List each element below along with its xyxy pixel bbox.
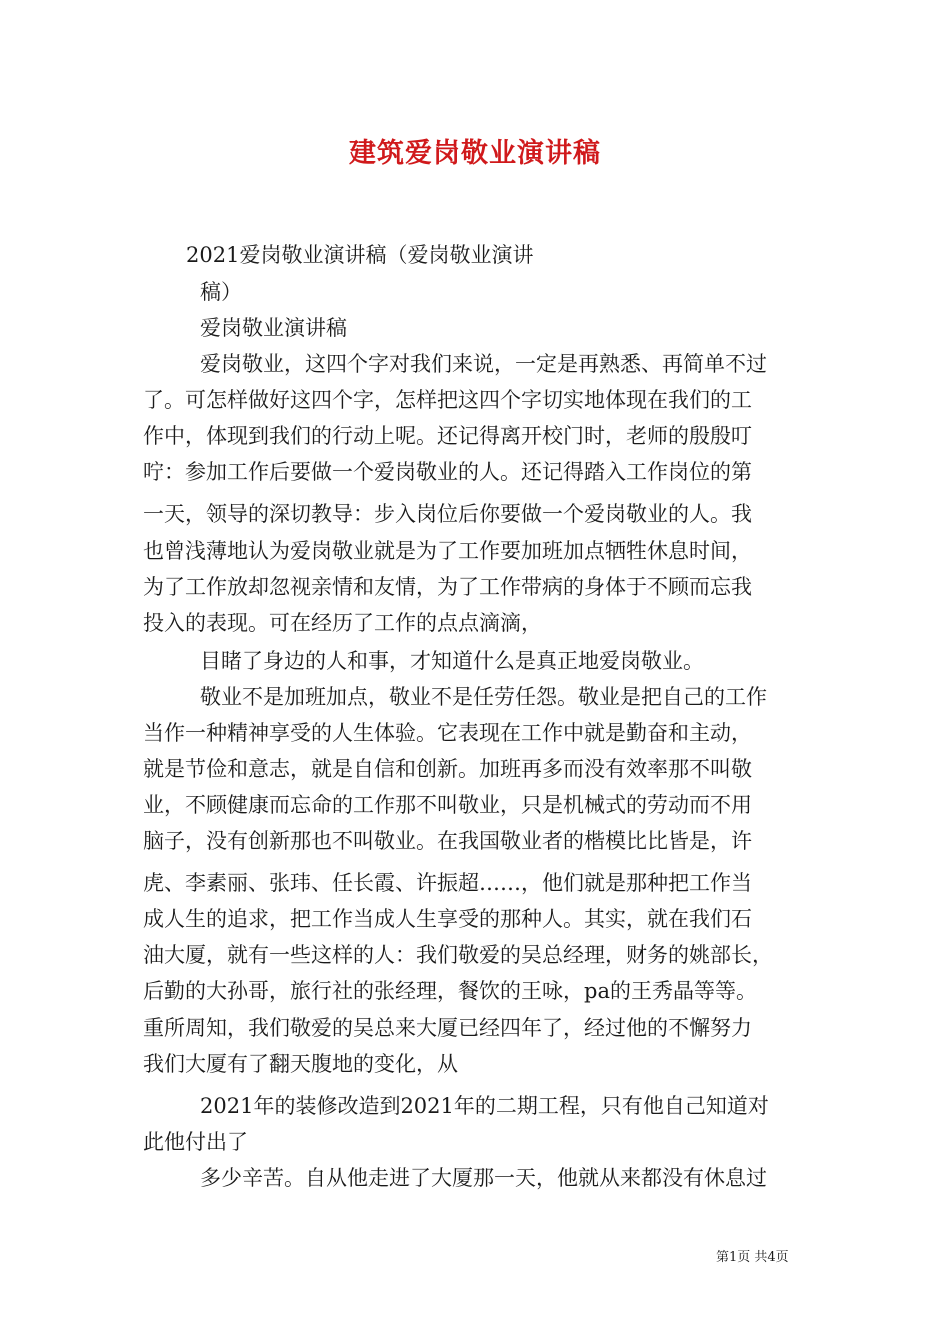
body-line: 此他付出了 [143, 1130, 248, 1154]
document-title: 建筑爱岗敬业演讲稿 [349, 138, 601, 169]
body-line: 也曾浅薄地认为爱岗敬业就是为了工作要加班加点牺牲休息时间， [143, 539, 752, 563]
body-line: 业，不顾健康而忘命的工作那不叫敬业，只是机械式的劳动而不用 [143, 793, 752, 817]
body-line: 后勤的大孙哥，旅行社的张经理，餐饮的王咏，pa的王秀晶等等。 [143, 979, 757, 1003]
body-line: 多少辛苦。自从他走进了大厦那一天，他就从来都没有休息过 [200, 1166, 767, 1190]
body-line: 了。可怎样做好这四个字，怎样把这四个字切实地体现在我们的工 [143, 388, 752, 412]
body-line: 虎、李素丽、张玮、任长霞、许振超……，他们就是那种把工作当 [143, 871, 752, 895]
body-line: 我们大厦有了翻天腹地的变化，从 [143, 1052, 458, 1076]
body-line: 脑子，没有创新那也不叫敬业。在我国敬业者的楷模比比皆是，许 [143, 829, 752, 853]
body-line: 为了工作放却忽视亲情和友情，为了工作带病的身体于不顾而忘我 [143, 575, 752, 599]
body-line: 2021爱岗敬业演讲稿（爱岗敬业演讲 [186, 243, 534, 267]
body-line: 爱岗敬业，这四个字对我们来说，一定是再熟悉、再简单不过 [200, 352, 767, 376]
body-line: 油大厦，就有一些这样的人：我们敬爱的吴总经理，财务的姚部长， [143, 943, 773, 967]
body-line: 成人生的追求，把工作当成人生享受的那种人。其实，就在我们石 [143, 907, 752, 931]
body-line: 2021年的装修改造到2021年的二期工程，只有他自己知道对 [200, 1094, 769, 1118]
body-line: 咛：参加工作后要做一个爱岗敬业的人。还记得踏入工作岗位的第 [143, 460, 752, 484]
body-line: 投入的表现。可在经历了工作的点点滴滴， [143, 611, 542, 635]
body-line: 目睹了身边的人和事，才知道什么是真正地爱岗敬业。 [200, 649, 704, 673]
body-line: 敬业不是加班加点，敬业不是任劳任怨。敬业是把自己的工作 [200, 685, 767, 709]
body-line: 重所周知，我们敬爱的吴总来大厦已经四年了，经过他的不懈努力 [143, 1016, 752, 1040]
body-line: 作中，体现到我们的行动上呢。还记得离开校门时，老师的殷殷叮 [143, 424, 752, 448]
body-line: 稿） [200, 280, 242, 304]
body-line: 当作一种精神享受的人生体验。它表现在工作中就是勤奋和主动， [143, 721, 752, 745]
body-line: 一天，领导的深切教导：步入岗位后你要做一个爱岗敬业的人。我 [143, 502, 752, 526]
body-line: 爱岗敬业演讲稿 [200, 316, 347, 340]
body-line: 就是节俭和意志，就是自信和创新。加班再多而没有效率那不叫敬 [143, 757, 752, 781]
page-number: 第1页 共4页 [716, 1250, 789, 1265]
